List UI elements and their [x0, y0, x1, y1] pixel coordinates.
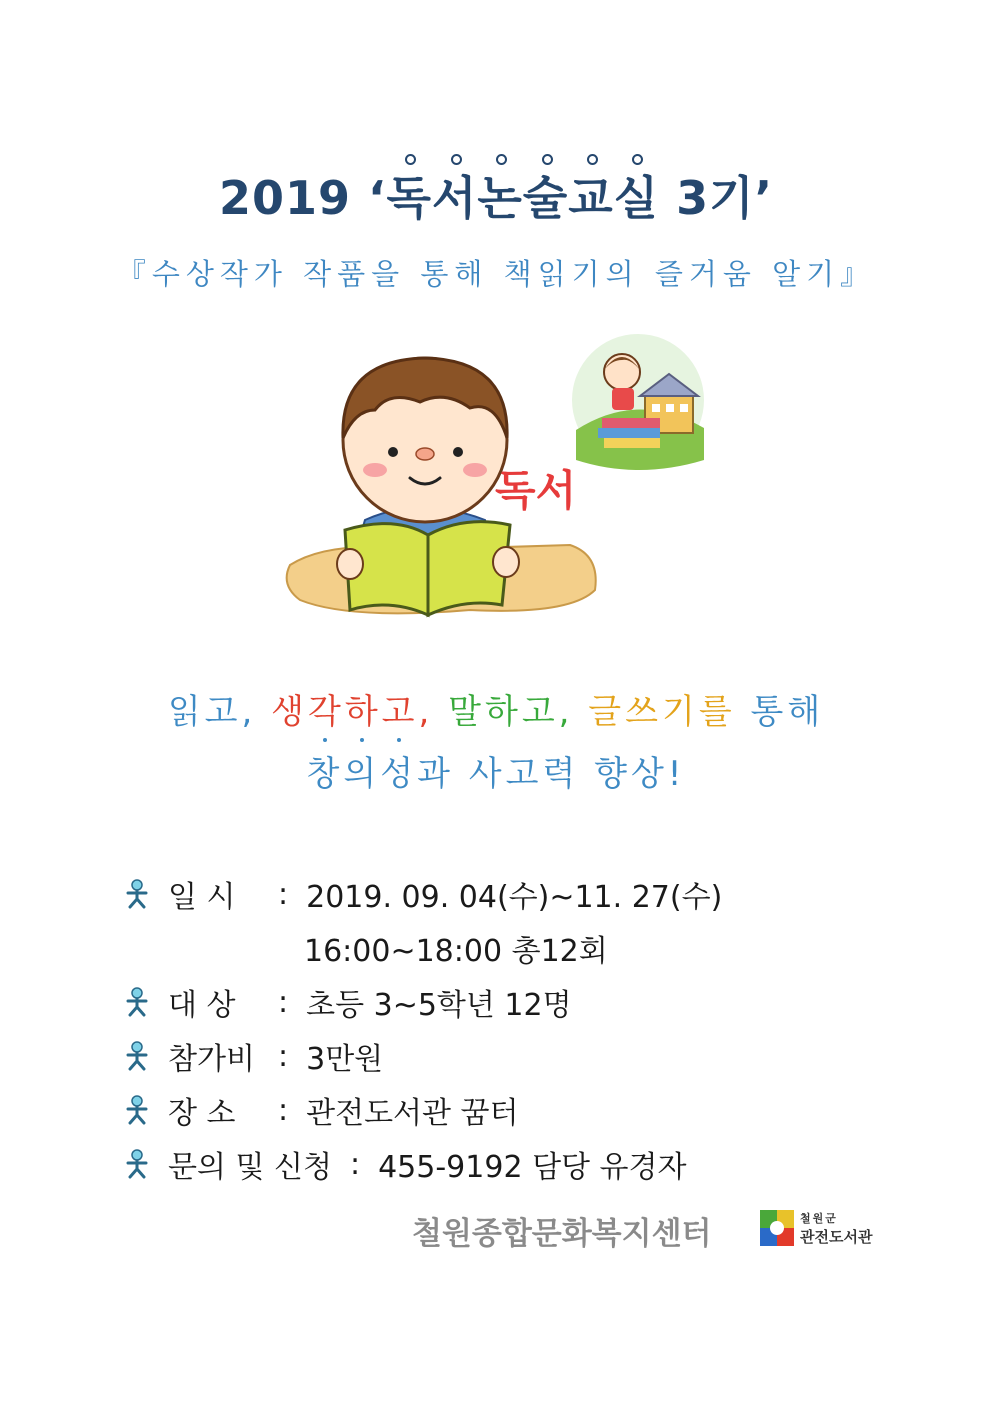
person-icon	[126, 987, 148, 1017]
poster-subtitle: 『수상작가 작품을 통해 책읽기의 즐거움 알기』	[116, 257, 876, 291]
slogan-char: 창	[307, 746, 344, 795]
person-icon	[126, 1041, 148, 1071]
organization-name: 철원종합문화복지센터	[412, 1216, 712, 1252]
info-label: 대 상	[168, 988, 236, 1023]
library-logo-icon	[760, 1210, 794, 1246]
title-char: 교	[568, 162, 613, 228]
school-bubble	[572, 334, 704, 470]
slogan-part: 말하고,	[448, 692, 589, 732]
info-value: 3만원	[306, 1042, 384, 1077]
reading-child-illustration	[270, 330, 710, 640]
info-row-place	[126, 1090, 519, 1130]
title-char: 서	[432, 162, 477, 228]
info-label: 일 시	[168, 880, 236, 915]
speech-char: 독서	[495, 466, 577, 515]
slogan-part: 글쓰기를	[588, 692, 751, 732]
info-separator: :	[278, 984, 289, 1020]
title-open-quote: ‘	[367, 171, 387, 225]
info-separator: :	[278, 876, 289, 912]
title-close-quote: ’	[754, 171, 774, 225]
info-label: 장 소	[168, 1096, 236, 1131]
title-year: 2019	[218, 171, 351, 225]
info-row-fee	[126, 1036, 383, 1076]
slogan-part: 생각하고,	[271, 692, 449, 732]
info-label: 문의 및 신청	[168, 1150, 332, 1185]
speech-text	[495, 466, 576, 515]
title-session: 3기	[676, 171, 755, 225]
slogan-char: 의	[343, 746, 380, 795]
slogan-char: 성	[380, 746, 417, 795]
person-icon	[126, 1149, 148, 1179]
info-schedule-time: 16:00~18:00 총12회	[304, 934, 608, 969]
info-row-target	[126, 982, 572, 1022]
title-char: 논	[477, 162, 522, 228]
slogan-rest: 과 사고력 향상!	[417, 754, 686, 794]
info-label: 참가비	[168, 1042, 255, 1077]
slogan-line-2	[0, 746, 992, 795]
logo-county: 철원군	[800, 1212, 838, 1225]
slogan-part: 읽고,	[167, 692, 272, 732]
info-row-contact	[126, 1144, 687, 1184]
slogan-part: 통해	[750, 692, 825, 732]
slogan-line-1	[0, 684, 992, 733]
person-icon	[126, 1095, 148, 1125]
title-char: 술	[523, 162, 568, 228]
child-head	[343, 358, 507, 522]
info-separator: :	[278, 1038, 289, 1074]
title-char: 독	[386, 162, 431, 228]
title-char: 실	[614, 162, 659, 228]
info-value: 관전도서관 꿈터	[306, 1096, 519, 1131]
info-value: 초등 3~5학년 12명	[306, 988, 572, 1023]
logo-library: 관전도서관	[800, 1228, 873, 1246]
library-logo	[760, 1208, 880, 1250]
book	[337, 522, 519, 615]
poster-title	[0, 162, 992, 228]
info-separator: :	[349, 1146, 361, 1182]
info-value: 2019. 09. 04(수)~11. 27(수)	[306, 880, 723, 915]
person-icon	[126, 879, 148, 909]
info-row-date	[126, 874, 722, 914]
info-value: 455-9192 담당 유경자	[378, 1150, 687, 1185]
info-separator: :	[278, 1092, 289, 1128]
